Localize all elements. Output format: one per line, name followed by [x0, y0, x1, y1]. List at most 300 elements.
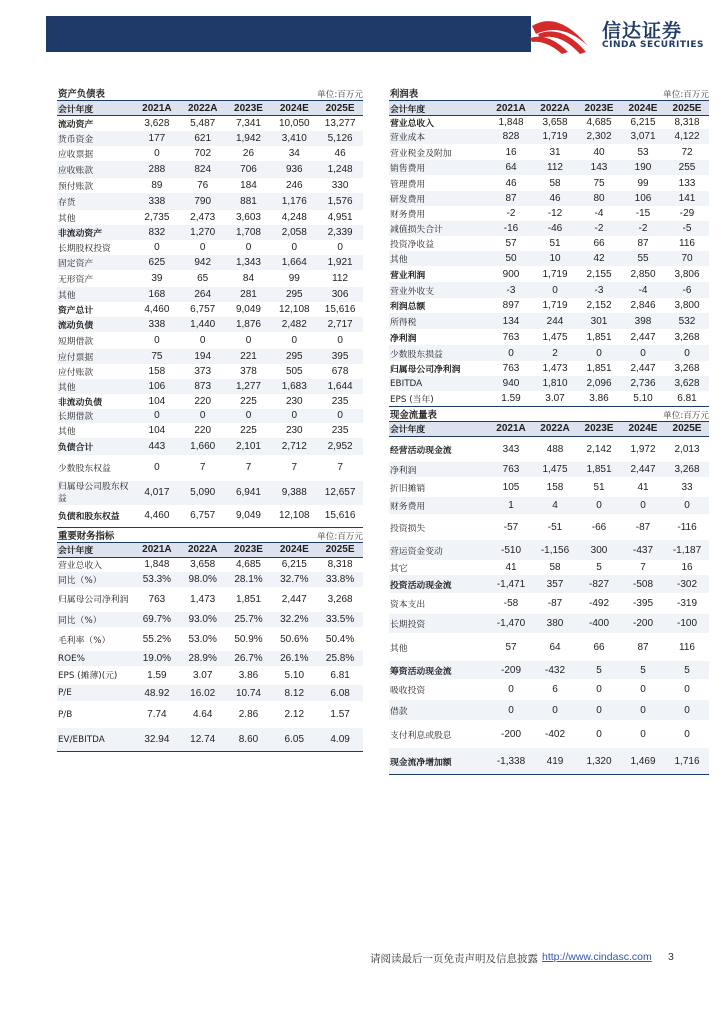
- value-cell: 0: [134, 409, 180, 423]
- value-cell: 5: [596, 562, 602, 573]
- value-cell: 39: [151, 272, 163, 284]
- value-cell: -400: [577, 614, 621, 633]
- table-row: [57, 438, 363, 455]
- value-cell: 16: [505, 146, 517, 158]
- row-label: 长期股权投资: [58, 243, 111, 254]
- value-cell: 7.74: [147, 709, 167, 720]
- value-cell: 395: [317, 349, 363, 364]
- row-label: 投资活动现金流: [389, 575, 489, 593]
- table-row: [389, 251, 709, 266]
- value-cell: 0: [291, 334, 298, 346]
- value-cell: 0: [337, 241, 343, 253]
- row-label: 管理费用: [390, 179, 426, 190]
- value-cell: 0: [154, 147, 160, 159]
- value-cell: 116: [679, 641, 695, 653]
- table-row: [57, 728, 363, 751]
- value-cell: 50: [489, 251, 533, 266]
- value-cell: 89: [151, 179, 163, 191]
- value-cell: 12,657: [317, 481, 363, 505]
- value-cell: 87: [637, 238, 649, 249]
- row-label: 长期投资: [389, 614, 489, 633]
- table-row: [57, 685, 363, 701]
- row-label: 营业利润: [390, 270, 426, 281]
- header-year-cell: 2025E: [317, 542, 363, 557]
- table-row: [57, 131, 363, 146]
- header-year-cell: 2025E: [317, 101, 363, 116]
- value-cell: 0: [271, 409, 317, 423]
- value-cell: 1.59: [147, 670, 167, 681]
- table-row: [57, 364, 363, 379]
- value-cell: 1,270: [180, 225, 226, 240]
- row-label: 长期借款: [57, 409, 134, 423]
- value-cell: 6,215: [281, 559, 307, 571]
- value-cell: 244: [533, 313, 577, 329]
- value-cell: 53: [637, 146, 649, 158]
- table-row: [57, 612, 363, 627]
- value-cell: 3,071: [621, 129, 665, 144]
- value-cell: 12,108: [278, 510, 310, 521]
- row-label: 其他: [57, 379, 134, 394]
- table-row: [57, 255, 363, 270]
- value-cell: 3,658: [190, 559, 216, 571]
- row-label: 支付利息或股息: [390, 730, 452, 741]
- value-cell: 828: [489, 129, 533, 144]
- value-cell: 2,952: [317, 438, 363, 455]
- value-cell: 4,460: [144, 510, 170, 521]
- value-cell: 0: [640, 728, 646, 740]
- value-cell: 330: [331, 179, 349, 191]
- row-label: EV/EBITDA: [57, 728, 134, 751]
- row-label: 折旧摊销: [390, 483, 426, 494]
- row-label: 同比（%）: [57, 612, 134, 627]
- value-cell: -1,470: [489, 614, 533, 633]
- value-cell: 75: [593, 177, 605, 189]
- row-label: P/E: [57, 685, 134, 701]
- value-cell: 2,846: [630, 300, 656, 311]
- table-row: [389, 540, 709, 560]
- value-cell: 1,876: [226, 317, 272, 332]
- value-cell: 338: [134, 317, 180, 332]
- value-cell: 0: [665, 700, 709, 720]
- value-cell: 2.12: [284, 709, 305, 720]
- table-title-row: [57, 518, 363, 542]
- value-cell: -1,471: [489, 575, 533, 593]
- row-label: 减值损失合计: [389, 221, 489, 236]
- header-year-cell: 2023E: [577, 421, 621, 436]
- row-label: 应付票据: [57, 349, 134, 364]
- value-cell: 2,142: [586, 443, 612, 455]
- value-cell: 48.92: [134, 685, 180, 701]
- footer-disclaimer: 请阅读最后一页免责声明及信息披露: [370, 953, 538, 965]
- value-cell: 51: [593, 481, 605, 493]
- table-unit: 单位:百万元: [621, 406, 709, 421]
- table-row: [57, 651, 363, 666]
- value-cell: 158: [148, 365, 166, 377]
- value-cell: 220: [194, 395, 212, 407]
- value-cell: -492: [588, 598, 609, 609]
- row-label: 其它: [390, 564, 408, 574]
- value-cell: -87: [635, 521, 651, 533]
- value-cell: 76: [197, 179, 209, 191]
- value-cell: 378: [240, 365, 257, 377]
- value-cell: 1,851: [586, 363, 612, 374]
- value-cell: 235: [331, 395, 349, 407]
- header-label-cell: 会计年度: [389, 101, 489, 116]
- value-cell: 98.0%: [180, 572, 226, 587]
- value-cell: 763: [148, 594, 166, 605]
- value-cell: 230: [285, 395, 303, 407]
- value-cell: 419: [533, 748, 577, 774]
- value-cell: 41: [505, 562, 517, 573]
- value-cell: 141: [665, 191, 709, 206]
- value-cell: -395: [632, 598, 653, 609]
- value-cell: -2: [506, 208, 516, 219]
- value-cell: 2,155: [586, 268, 612, 280]
- value-cell: 6.05: [271, 728, 317, 751]
- table-row: [389, 361, 709, 376]
- value-cell: 10.74: [226, 685, 272, 701]
- value-cell: 158: [546, 481, 564, 493]
- value-cell: 13,277: [324, 117, 356, 129]
- value-cell: -58: [503, 598, 519, 609]
- value-cell: 398: [621, 313, 665, 329]
- value-cell: 0: [665, 345, 709, 361]
- value-cell: 19.0%: [134, 651, 180, 666]
- row-label: 投资净收益: [390, 240, 434, 250]
- value-cell: 295: [271, 349, 317, 364]
- value-cell: 3.86: [589, 393, 609, 404]
- value-cell: 0: [180, 409, 226, 423]
- header-year-cell: 2024E: [271, 101, 317, 116]
- value-cell: 116: [679, 238, 695, 249]
- value-cell: -200: [500, 728, 521, 740]
- value-cell: 0: [154, 241, 160, 253]
- value-cell: 194: [180, 349, 226, 364]
- value-cell: 0: [154, 334, 160, 346]
- value-cell: 1,719: [542, 300, 568, 311]
- value-cell: 7: [245, 462, 252, 473]
- value-cell: 8.60: [226, 728, 272, 751]
- value-cell: 2,013: [674, 443, 700, 455]
- row-label: 货币资金: [57, 131, 134, 146]
- value-cell: 0: [291, 241, 298, 253]
- table-unit: 单位:百万元: [271, 518, 363, 542]
- value-cell: 1,440: [180, 317, 226, 332]
- row-label: 营业总收入: [58, 561, 102, 572]
- value-cell: 621: [180, 131, 226, 146]
- value-cell: 1,708: [226, 225, 272, 240]
- value-cell: -1,156: [533, 540, 577, 560]
- value-cell: 168: [134, 287, 180, 302]
- value-cell: 5,126: [317, 131, 363, 146]
- row-label: 研发费用: [389, 191, 489, 206]
- value-cell: 143: [577, 160, 621, 175]
- value-cell: 3.07: [545, 393, 565, 404]
- value-cell: 6,757: [190, 303, 216, 315]
- header-year-cell: 2024E: [621, 421, 665, 436]
- table-row: [57, 572, 363, 587]
- value-cell: -29: [679, 208, 695, 219]
- value-cell: 9,049: [235, 303, 261, 315]
- value-cell: 12.74: [180, 728, 226, 751]
- value-cell: -302: [665, 575, 709, 593]
- value-cell: -87: [547, 598, 563, 609]
- value-cell: 1,469: [621, 748, 665, 774]
- header-year-cell: 2023E: [226, 101, 272, 116]
- value-cell: 1,851: [586, 331, 612, 343]
- table-row: [389, 497, 709, 514]
- value-cell: 16.02: [180, 685, 226, 701]
- value-cell: 4.64: [192, 709, 213, 720]
- row-label: 存货: [57, 193, 134, 210]
- header-year-cell: 2024E: [621, 101, 665, 116]
- value-cell: 46: [505, 177, 517, 189]
- value-cell: -3: [577, 282, 621, 298]
- table-row: [389, 329, 709, 345]
- value-cell: 1,660: [180, 438, 226, 455]
- footer-website-link[interactable]: http://www.cindasc.com: [542, 951, 652, 963]
- table-row: [389, 593, 709, 614]
- value-cell: 112: [533, 160, 577, 175]
- value-cell: 4,685: [586, 117, 612, 128]
- table-row: [389, 633, 709, 661]
- value-cell: 225: [240, 424, 257, 436]
- value-cell: 33.8%: [317, 572, 363, 587]
- table-title-row: [389, 406, 709, 421]
- row-label: 其他: [390, 643, 408, 654]
- value-cell: 1,851: [235, 594, 261, 605]
- row-label: 少数股东损益: [389, 345, 489, 361]
- value-cell: 936: [271, 161, 317, 178]
- row-label: 负债和股东权益: [58, 512, 120, 522]
- logo-english-text: CINDA SECURITIES: [602, 40, 704, 50]
- value-cell: 0: [684, 728, 690, 740]
- value-cell: 53.0%: [188, 633, 217, 645]
- value-cell: -2: [621, 221, 665, 236]
- value-cell: 8.12: [271, 685, 317, 701]
- value-cell: 0: [533, 282, 577, 298]
- table-row: [389, 175, 709, 191]
- value-cell: 69.7%: [134, 612, 180, 627]
- row-label: 非流动资产: [57, 225, 134, 240]
- header-year-cell: 2022A: [180, 542, 226, 557]
- value-cell: 264: [180, 287, 226, 302]
- table-row: [389, 700, 709, 720]
- value-cell: -1,338: [489, 748, 533, 774]
- value-cell: 2,096: [577, 376, 621, 391]
- value-cell: 1,277: [226, 379, 272, 394]
- table-row: [57, 161, 363, 178]
- row-label: 其他: [58, 213, 76, 224]
- value-cell: 46: [533, 191, 577, 206]
- value-cell: 31: [549, 146, 561, 158]
- value-cell: 763: [502, 363, 520, 374]
- value-cell: 1,716: [665, 748, 709, 774]
- value-cell: 940: [489, 376, 533, 391]
- value-cell: -57: [503, 521, 519, 533]
- value-cell: 58: [549, 177, 561, 189]
- value-cell: 32.7%: [271, 572, 317, 587]
- value-cell: 1,343: [226, 255, 272, 270]
- row-label: 吸收投资: [390, 686, 426, 696]
- table-title: 资产负债表: [57, 86, 271, 101]
- row-label: 营业税金及附加: [390, 148, 452, 159]
- value-cell: 1,176: [271, 193, 317, 210]
- value-cell: 26: [242, 147, 255, 159]
- row-label: 财务费用: [389, 497, 489, 514]
- value-cell: 2,447: [630, 363, 656, 374]
- row-label: EBITDA: [389, 376, 489, 391]
- value-cell: 0: [621, 345, 665, 361]
- value-cell: 6.08: [317, 685, 363, 701]
- value-cell: 99: [637, 177, 649, 189]
- value-cell: 5.10: [284, 670, 305, 681]
- value-cell: 4.09: [317, 728, 363, 751]
- page-number: 3: [668, 951, 674, 963]
- value-cell: -15: [635, 208, 651, 219]
- value-cell: 10: [533, 251, 577, 266]
- value-cell: 9,388: [271, 481, 317, 505]
- row-label: 应收票据: [58, 149, 94, 160]
- header-label-cell: 会计年度: [389, 421, 489, 436]
- header-year-cell: 2021A: [134, 101, 180, 116]
- value-cell: 0: [621, 497, 665, 514]
- value-cell: 5,090: [180, 481, 226, 505]
- table-row: [389, 575, 709, 593]
- value-cell: 32.94: [134, 728, 180, 751]
- table-title: 重要财务指标: [57, 518, 271, 542]
- row-label: 毛利率（%）: [58, 635, 111, 646]
- header-year-cell: 2021A: [489, 421, 533, 436]
- table-row: [389, 436, 709, 462]
- logo-chinese-text: 信达证券: [602, 20, 683, 42]
- table-row: [389, 191, 709, 206]
- value-cell: 0: [596, 728, 602, 740]
- value-cell: 42: [577, 251, 621, 266]
- value-cell: -4: [594, 208, 604, 219]
- value-cell: 873: [180, 379, 226, 394]
- value-cell: 25.7%: [226, 612, 272, 627]
- table-row: [389, 116, 709, 130]
- value-cell: 0: [154, 462, 160, 473]
- value-cell: 104: [148, 395, 166, 407]
- value-cell: 763: [502, 331, 520, 343]
- row-label: 经营活动现金流: [390, 445, 452, 456]
- row-label: 流动资产: [58, 119, 94, 130]
- value-cell: 2,058: [271, 225, 317, 240]
- header-year-cell: 2021A: [489, 101, 533, 116]
- value-cell: 5: [577, 661, 621, 679]
- value-cell: 2,736: [621, 376, 665, 391]
- value-cell: 16: [681, 562, 693, 573]
- value-cell: 2,735: [144, 211, 170, 223]
- value-cell: 2,447: [281, 594, 307, 605]
- table-row: [389, 144, 709, 160]
- table-header-row: [57, 542, 363, 557]
- row-label: 非流动负债: [58, 397, 102, 408]
- value-cell: 0: [317, 409, 363, 423]
- value-cell: 7: [640, 562, 646, 573]
- value-cell: 3,628: [144, 117, 170, 129]
- value-cell: 8,318: [327, 559, 353, 571]
- value-cell: 87: [637, 641, 649, 653]
- row-label: 其他: [58, 426, 76, 437]
- value-cell: 488: [546, 443, 564, 455]
- value-cell: 3.07: [192, 670, 213, 681]
- value-cell: 134: [489, 313, 533, 329]
- value-cell: 4,017: [134, 481, 180, 505]
- value-cell: -66: [591, 521, 607, 533]
- table-row: [389, 376, 709, 391]
- value-cell: -4: [621, 282, 665, 298]
- table-row: [389, 221, 709, 236]
- row-label: P/B: [58, 709, 73, 720]
- value-cell: 1,848: [498, 117, 524, 128]
- table-row: [389, 661, 709, 679]
- value-cell: 4,685: [235, 559, 261, 571]
- value-cell: 6.81: [330, 670, 350, 681]
- table-row: [57, 287, 363, 302]
- row-label: 销售费用: [389, 160, 489, 175]
- value-cell: 2,482: [271, 317, 317, 332]
- value-cell: 235: [331, 424, 349, 436]
- value-cell: -2: [577, 221, 621, 236]
- value-cell: 306: [317, 287, 363, 302]
- value-cell: 50.9%: [234, 633, 263, 645]
- table-row: [57, 178, 363, 193]
- header-year-cell: 2021A: [134, 542, 180, 557]
- value-cell: 2,850: [630, 268, 656, 280]
- value-cell: 3,268: [327, 594, 353, 605]
- row-label: 利润总额: [390, 302, 426, 312]
- row-label: 借款: [389, 700, 489, 720]
- value-cell: 4,460: [144, 303, 170, 315]
- table-row: [389, 345, 709, 361]
- value-cell: -51: [547, 521, 563, 533]
- value-cell: -432: [533, 661, 577, 679]
- value-cell: 3,603: [235, 211, 261, 223]
- table-unit: 单位:百万元: [621, 86, 709, 101]
- table-row: [389, 748, 709, 774]
- value-cell: 50.4%: [325, 633, 355, 645]
- value-cell: 2,447: [630, 331, 656, 343]
- table-row: [389, 313, 709, 329]
- row-label: 营业外收支: [389, 282, 489, 298]
- row-label: EPS (摊薄)(元): [58, 670, 118, 681]
- header-label-cell: 会计年度: [57, 101, 134, 116]
- header-year-cell: 2022A: [180, 101, 226, 116]
- value-cell: -402: [544, 728, 565, 740]
- row-label: EPS (当年): [390, 395, 434, 405]
- value-cell: 1.59: [501, 393, 521, 404]
- value-cell: -827: [577, 575, 621, 593]
- value-cell: 3,800: [674, 300, 700, 311]
- value-cell: 105: [502, 481, 520, 493]
- value-cell: 93.0%: [180, 612, 226, 627]
- value-cell: 1,473: [190, 594, 216, 605]
- table-row: [57, 379, 363, 394]
- value-cell: 3.86: [238, 670, 259, 681]
- value-cell: 942: [180, 255, 226, 270]
- row-label: 归属母公司净利润: [390, 365, 461, 375]
- value-cell: 0: [665, 497, 709, 514]
- value-cell: 0: [640, 684, 646, 695]
- value-cell: 6: [552, 684, 558, 695]
- value-cell: 10,050: [278, 117, 310, 129]
- value-cell: 3,410: [271, 131, 317, 146]
- value-cell: 505: [285, 365, 303, 377]
- value-cell: 26.7%: [226, 651, 272, 666]
